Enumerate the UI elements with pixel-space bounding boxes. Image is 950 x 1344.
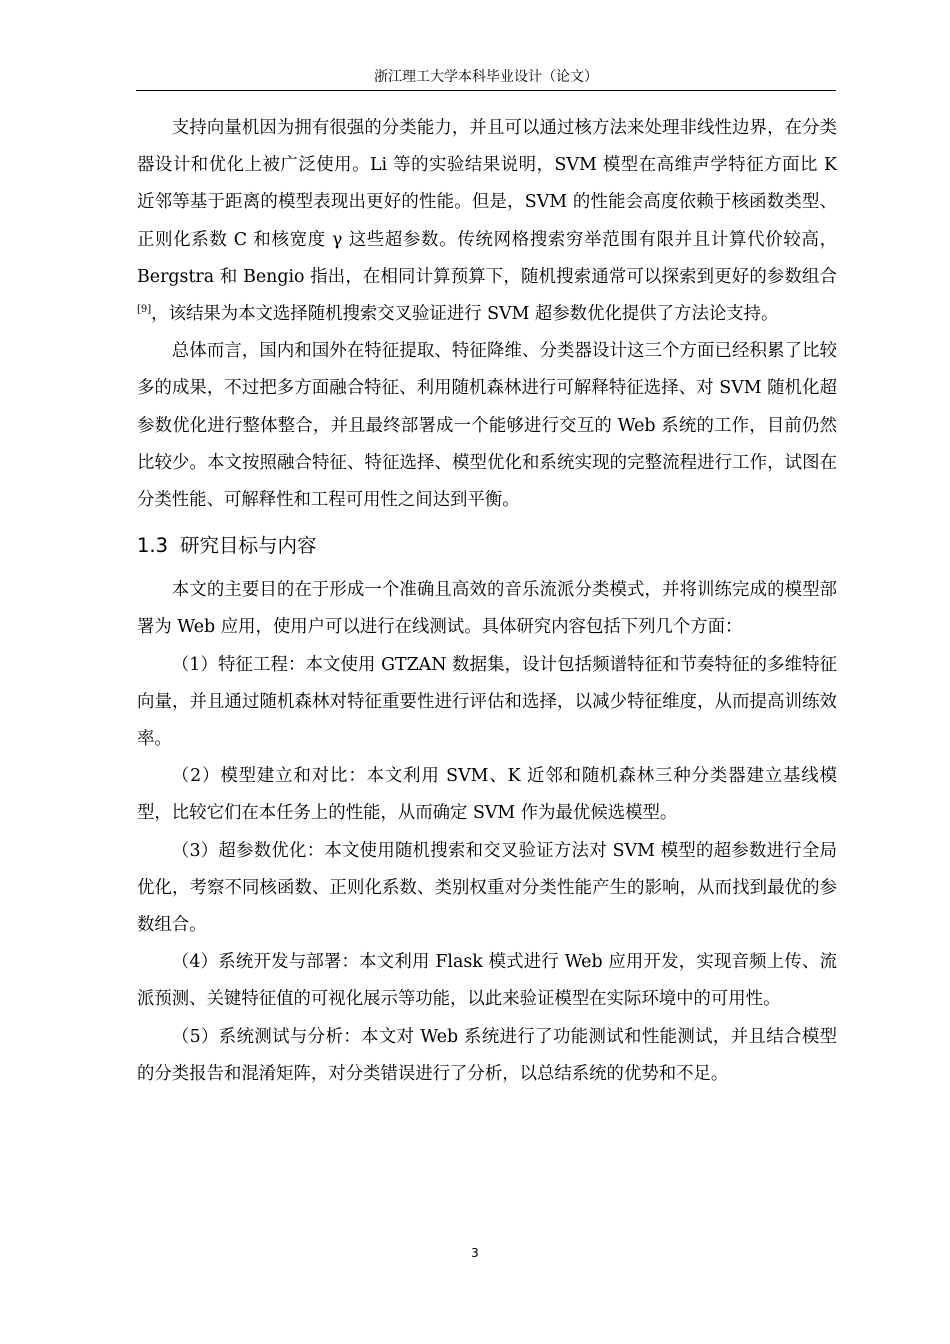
list-item: （4）系统开发与部署：本文利用 Flask 模式进行 Web 应用开发，实现音频上传、流派预测、关键特征值的可视化展示等功能，以此来验证模型在实际环境中的可用性。	[137, 952, 837, 1010]
paragraph-svm	[137, 110, 837, 333]
page-number: 3	[471, 1246, 479, 1260]
list-item: （3）超参数优化：本文使用随机搜索和交叉验证方法对 SVM 模型的超参数进行全局优化，考察不同核函数、正则化系数、类别权重对分类性能产生的影响，从而找到最优的参数组合。	[137, 840, 837, 936]
running-header: 浙江理工大学本科毕业设计（论文）	[374, 69, 598, 85]
section-title: 研究目标与内容	[180, 534, 317, 558]
citation-ref: [9]	[137, 304, 152, 316]
header-rule	[136, 90, 836, 91]
body-text	[137, 110, 837, 1093]
section-number: 1.3	[137, 534, 169, 558]
section-heading	[137, 532, 837, 560]
list-item: （1）特征工程：本文使用 GTZAN 数据集，设计包括频谱特征和节奏特征的多维特征向量，并且通过随机森林对特征重要性进行评估和选择，以减少特征维度，从而提高训练效率。	[137, 654, 837, 750]
paragraph-intro: 本文的主要目的在于形成一个准确且高效的音乐流派分类模式，并将训练完成的模型部署为 Web 应用，使用户可以进行在线测试。具体研究内容包括下列几个方面：	[137, 580, 837, 638]
list-item: （5）系统测试与分析：本文对 Web 系统进行了功能测试和性能测试，并且结合模型的分类报告和混淆矩阵，对分类错误进行了分析，以总结系统的优势和不足。	[137, 1026, 837, 1084]
paragraph-svm-text-a: 支持向量机因为拥有很强的分类能力，并且可以通过核方法来处理非线性边界，在分类器设计和优化上被广泛使用。Li 等的实验结果说明，SVM 模型在高维声学特征方面比 K 近邻等基于距离的模型表现出更好的性能。但是，SVM 的性能会高度依赖于核函数类型、正则化系数 C 和核宽度 γ 这些超参数。传统网格搜索穷举范围有限并且计算代价较高，Bergstra 和 Bengio 指出，在相同计算预算下，随机搜索通常可以探索到更好的参数组合	[137, 118, 837, 287]
list-item: （2）模型建立和对比：本文利用 SVM、K 近邻和随机森林三种分类器建立基线模型，比较它们在本任务上的性能，从而确定 SVM 作为最优候选模型。	[137, 766, 837, 824]
paragraph-svm-text-b: ，该结果为本文选择随机搜索交叉验证进行 SVM 超参数优化提供了方法论支持。	[151, 304, 779, 325]
paragraph-summary: 总体而言，国内和国外在特征提取、特征降维、分类器设计这三个方面已经积累了比较多的成果，不过把多方面融合特征、利用随机森林进行可解释特征选择、对 SVM 随机化超参数优化进行整体整合，并且最终部署成一个能够进行交互的 Web 系统的工作，目前仍然比较少。本文按照融合特征、特征选择、模型优化和系统实现的完整流程进行工作，试图在分类性能、可解释性和工程可用性之间达到平衡。	[137, 341, 837, 511]
